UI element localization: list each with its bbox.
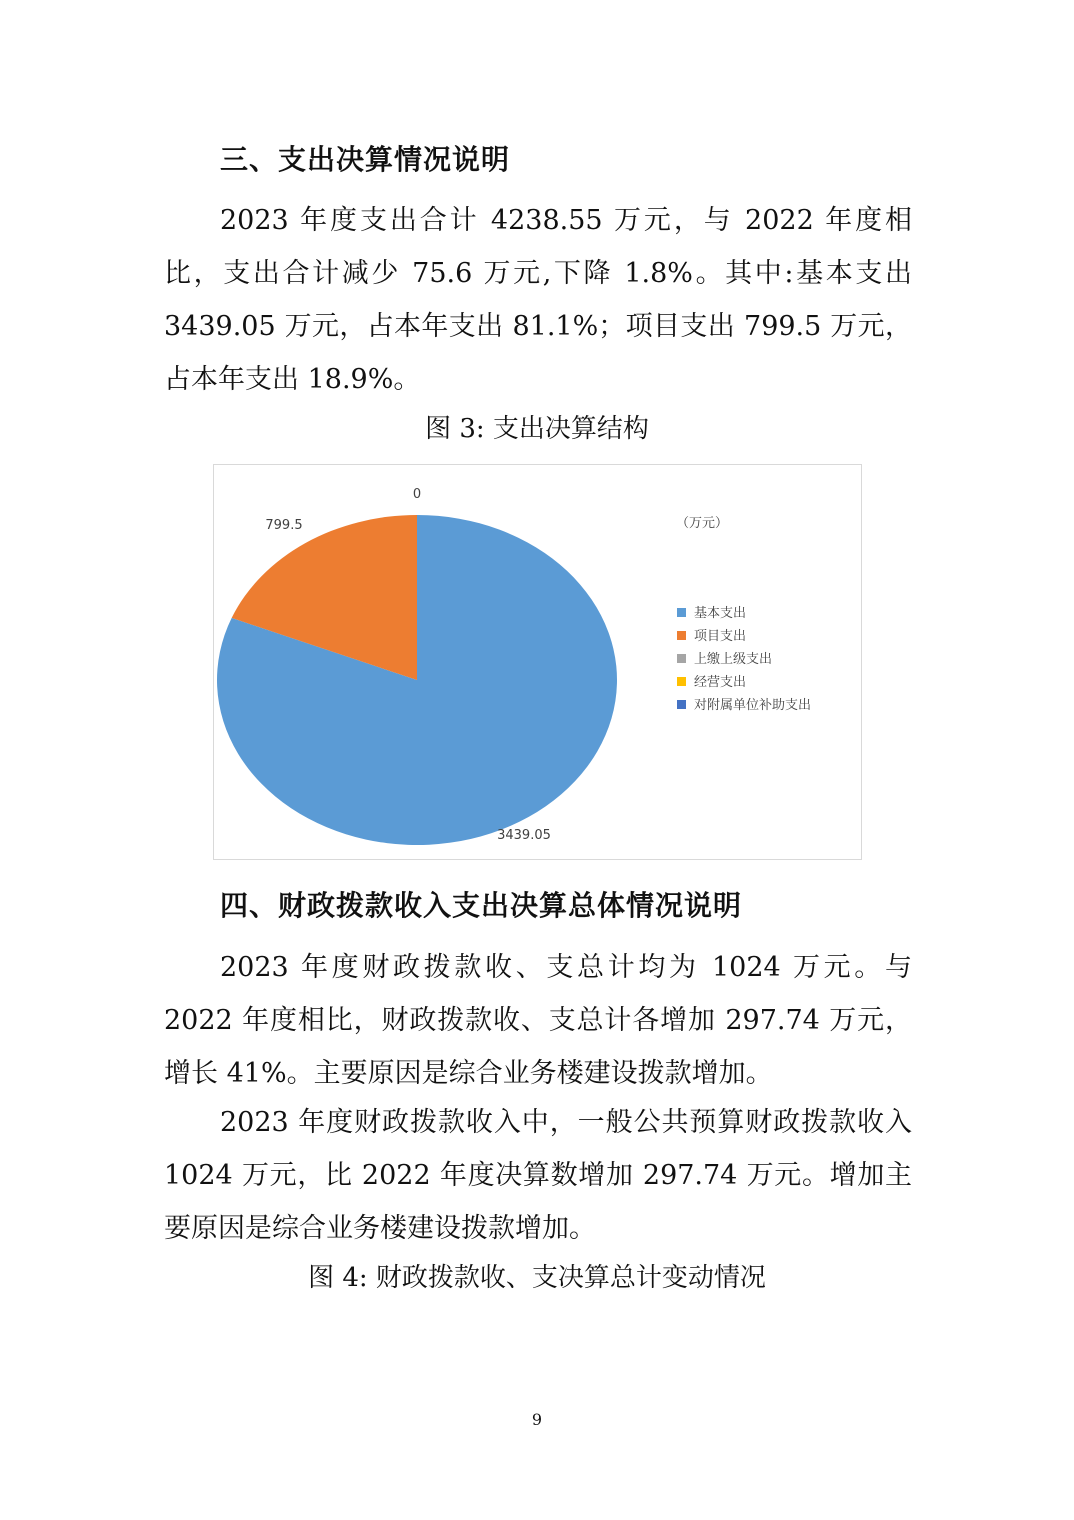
section4-paragraph-2: 2023 年度财政拨款收入中，一般公共预算财政拨款收入 1024 万元，比 2022 年度决算数增加 297.74 万元。增加主要原因是综合业务楼建设拨款增加。 <box>164 1107 912 1244</box>
data-label-project: 799.5 <box>265 518 303 533</box>
figure4-caption: 图 4: 财政拨款收、支决算总计变动情况 <box>308 1263 766 1293</box>
legend-swatch-basic <box>677 608 686 617</box>
section4-paragraph-1: 2023 年度财政拨款收、支总计均为 1024 万元。与 2022 年度相比，财政拨款收、支总计各增加 297.74 万元，增长 41%。主要原因是综合业务楼建设拨款增加。 <box>164 952 912 1089</box>
legend-label-subsidy: 对附属单位补助支出 <box>694 698 812 713</box>
unit-label: （万元） <box>676 516 729 531</box>
legend-swatch-operating <box>677 677 686 686</box>
legend-label-basic: 基本支出 <box>694 606 747 621</box>
section3-paragraph: 2023 年度支出合计 4238.55 万元，与 2022 年度相比，支出合计减少 75.6 万元,下降 1.8%。其中:基本支出 3439.05 万元，占本年支出 81.1%；项目支出 799.5 万元，占本年支出 18.9%。 <box>164 205 912 395</box>
data-label-basic: 3439.05 <box>497 828 551 843</box>
legend-swatch-subsidy <box>677 700 686 709</box>
page-number: 9 <box>531 1410 543 1429</box>
legend-swatch-remit <box>677 654 686 663</box>
legend-swatch-project <box>677 631 686 640</box>
section3-heading: 三、支出决算情况说明 <box>220 143 511 176</box>
legend-label-operating: 经营支出 <box>694 675 747 690</box>
section4-heading: 四、财政拨款收入支出决算总体情况说明 <box>220 889 743 922</box>
legend-label-remit: 上缴上级支出 <box>694 652 773 667</box>
figure3-caption: 图 3: 支出决算结构 <box>425 414 649 444</box>
legend-label-project: 项目支出 <box>694 629 747 644</box>
expenditure-pie-chart <box>213 464 862 860</box>
data-label-zero: 0 <box>412 487 422 502</box>
